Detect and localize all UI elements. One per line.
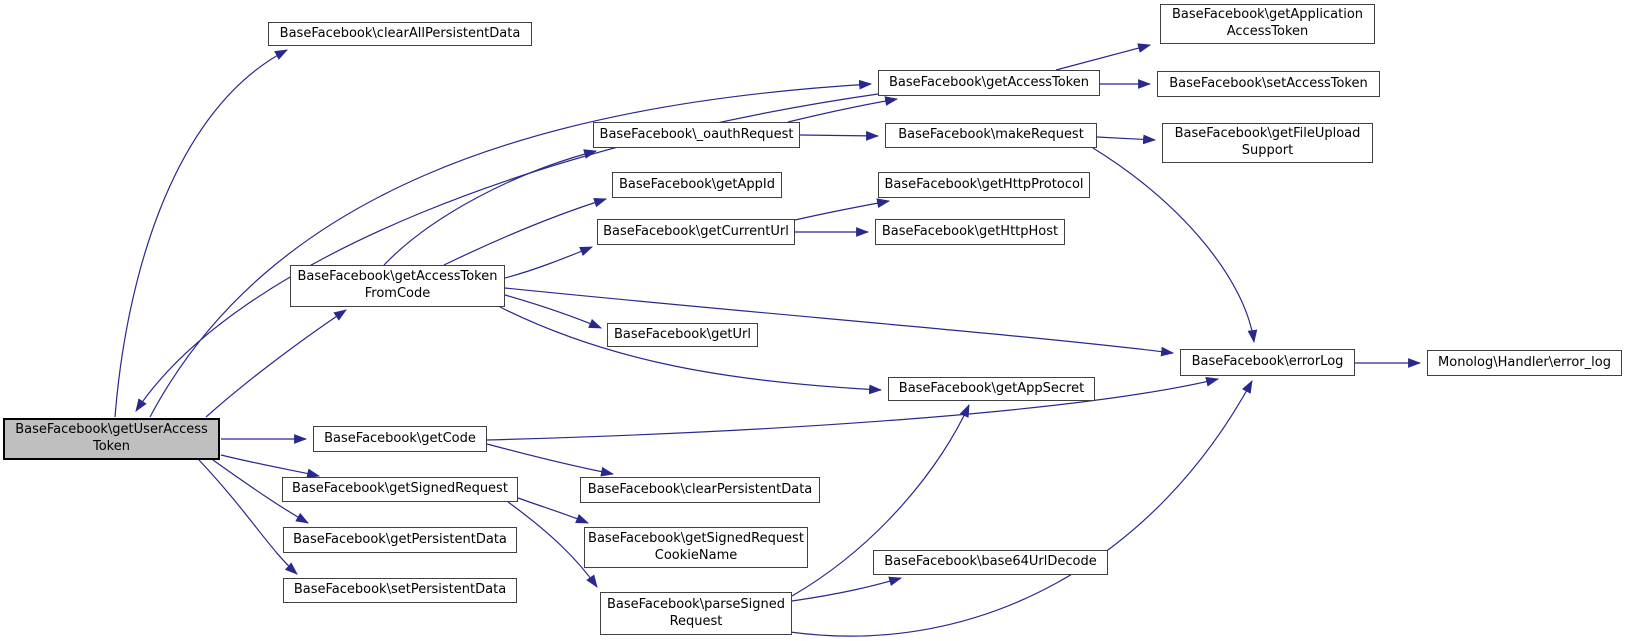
edge-makeRequest-errorLog xyxy=(1093,148,1254,342)
node-label: BaseFacebook\setPersistentData xyxy=(293,582,507,598)
node-getCode[interactable] xyxy=(313,426,487,452)
edge-getAccessTokenFromCode-getAppSecret xyxy=(500,307,881,390)
node-getAppSecret[interactable] xyxy=(888,377,1095,401)
node-base64UrlDecode[interactable] xyxy=(873,550,1108,575)
node-label: Token xyxy=(93,439,130,454)
node-setAccessToken[interactable] xyxy=(1157,71,1380,97)
node-label: BaseFacebook\base64UrlDecode xyxy=(884,554,1097,570)
node-label: Monolog\Handler\error_log xyxy=(1438,354,1611,370)
node-setPersistentData[interactable] xyxy=(283,578,517,603)
node-label: BaseFacebook\getSignedRequest xyxy=(588,530,804,546)
node-label: BaseFacebook\getHttpProtocol xyxy=(884,176,1084,192)
edge-getAccessTokenFromCode-errorLog xyxy=(505,288,1173,353)
node-label: CookieName xyxy=(654,547,738,563)
edge-oauthRequest-makeRequest xyxy=(800,135,878,136)
node-label: BaseFacebook\getAccessToken xyxy=(297,269,498,285)
edge-oauthRequest-getAccessToken xyxy=(788,99,897,122)
node-error_log[interactable] xyxy=(1427,350,1622,376)
node-clearAllPersistentData[interactable] xyxy=(268,22,532,46)
node-label: Support xyxy=(1241,143,1294,158)
node-getAccessToken[interactable] xyxy=(878,70,1100,96)
edge-getAccessToken-getApplicationAccessToken xyxy=(1056,45,1150,70)
node-label: BaseFacebook\getFileUpload xyxy=(1174,126,1361,142)
node-label: BaseFacebook\getAppSecret xyxy=(898,380,1085,396)
node-getUrl[interactable] xyxy=(607,323,758,347)
node-oauthRequest[interactable] xyxy=(593,122,800,148)
edge-getUserAccessToken-getSignedRequest xyxy=(221,455,319,476)
edge-getCurrentUrl-getHttpProtocol xyxy=(795,201,889,220)
edge-getAccessTokenFromCode-getUrl xyxy=(505,295,601,328)
node-label: BaseFacebook\parseSigned xyxy=(606,596,786,612)
node-label: BaseFacebook\getApplication xyxy=(1171,7,1364,23)
node-errorLog[interactable] xyxy=(1180,349,1355,376)
node-label: BaseFacebook\getUserAccess xyxy=(15,422,208,438)
node-label: BaseFacebook\getHttpHost xyxy=(881,223,1059,239)
edge-getAccessTokenFromCode-getAppId xyxy=(444,199,606,265)
node-clearPersistentData[interactable] xyxy=(580,477,820,503)
edge-getCode-clearPersistentData xyxy=(487,444,613,474)
node-getHttpProtocol[interactable] xyxy=(878,172,1090,198)
edge-getAccessTokenFromCode-getCurrentUrl xyxy=(505,247,592,278)
edge-getAccessTokenFromCode-oauthRequest xyxy=(384,151,596,265)
node-getSignedRequestCookieName[interactable] xyxy=(584,527,808,568)
edge-getUserAccessToken-clearAllPersistentData xyxy=(115,50,287,417)
node-getPersistentData[interactable] xyxy=(283,527,517,553)
node-makeRequest[interactable] xyxy=(885,123,1097,148)
node-label: AccessToken xyxy=(1226,24,1309,39)
edge-getUserAccessToken-getAccessTokenFromCode xyxy=(206,310,346,417)
node-getUserAccessToken[interactable] xyxy=(3,418,220,460)
edge-getSignedRequest-getSignedRequestCookieName xyxy=(518,498,588,523)
node-getHttpHost[interactable] xyxy=(875,219,1065,245)
node-label: BaseFacebook\getSignedRequest xyxy=(292,481,508,497)
node-getCurrentUrl[interactable] xyxy=(597,219,795,245)
node-getAppId[interactable] xyxy=(612,172,782,198)
node-label: BaseFacebook\getUrl xyxy=(614,326,751,342)
node-label: BaseFacebook\getAccessToken xyxy=(889,74,1089,90)
node-getSignedRequest[interactable] xyxy=(282,477,518,502)
node-label: BaseFacebook\clearPersistentData xyxy=(587,481,813,497)
node-label: BaseFacebook\_oauthRequest xyxy=(599,126,794,142)
node-label: BaseFacebook\makeRequest xyxy=(898,127,1084,143)
node-label: BaseFacebook\getPersistentData xyxy=(293,531,507,547)
node-label: FromCode xyxy=(364,286,431,301)
node-label: BaseFacebook\getCurrentUrl xyxy=(603,223,789,239)
node-label: BaseFacebook\errorLog xyxy=(1191,354,1344,370)
node-getAccessTokenFromCode[interactable] xyxy=(290,265,505,307)
node-parseSignedRequest[interactable] xyxy=(600,592,792,635)
node-label: Request xyxy=(669,613,723,629)
node-label: BaseFacebook\getAppId xyxy=(619,176,775,192)
node-getApplicationAccessToken[interactable] xyxy=(1160,4,1375,44)
edge-parseSignedRequest-errorLog xyxy=(790,381,1252,636)
node-label: BaseFacebook\getCode xyxy=(324,430,476,446)
node-label: BaseFacebook\setAccessToken xyxy=(1169,75,1368,91)
node-label: BaseFacebook\clearAllPersistentData xyxy=(279,25,521,41)
edge-parseSignedRequest-base64UrlDecode xyxy=(792,578,901,601)
edge-makeRequest-getFileUploadSupport xyxy=(1097,137,1155,140)
node-getFileUploadSupport[interactable] xyxy=(1162,123,1373,163)
